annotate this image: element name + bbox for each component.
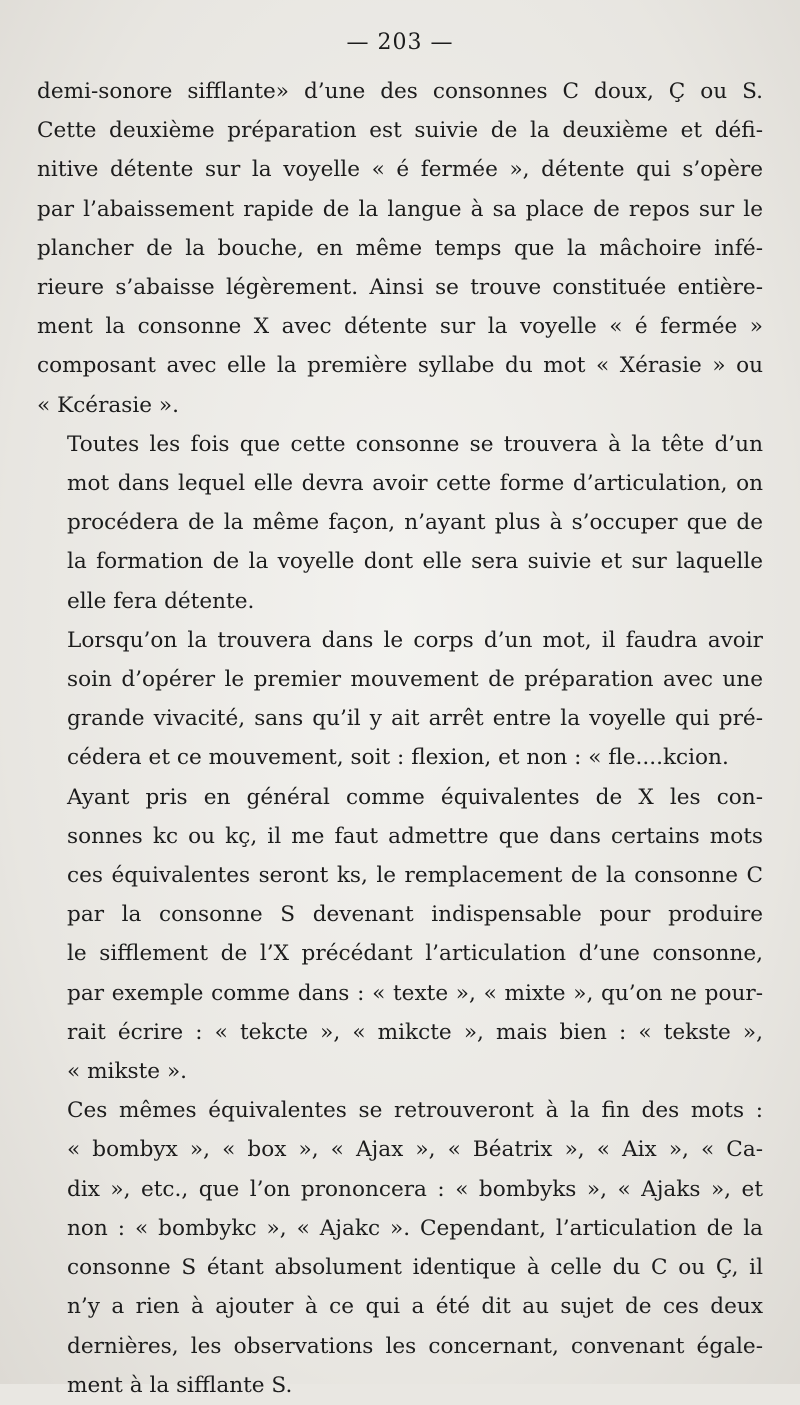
text-line: « mikste ». (67, 1059, 188, 1085)
paragraph (37, 621, 763, 778)
paragraph (37, 778, 763, 1092)
text-line: ces équivalentes seront ks, le remplacement de la consonne C (67, 863, 763, 889)
text-line: elle fera détente. (67, 588, 255, 614)
text-line: « Kcérasie ». (37, 392, 179, 418)
text-line: Lorsqu’on la trouvera dans le corps d’un mot, il faudra avoir (67, 627, 763, 653)
text-line: Ces mêmes équivalentes se retrouveront à la fin des mots : (67, 1098, 763, 1124)
text-line: rieure s’abaisse légèrement. Ainsi se trouve constituée entière- (37, 275, 763, 301)
text-line: Ayant pris en général comme équivalentes de X les con- (67, 784, 763, 810)
paragraph (37, 425, 763, 621)
text-line: plancher de la bouche, en même temps que la mâchoire infé- (37, 235, 763, 261)
text-line: consonne S étant absolument identique à celle du C ou Ç, il (67, 1255, 763, 1281)
text-line: par exemple comme dans : « texte », « mixte », qu’on ne pour- (67, 980, 763, 1006)
text-line: dix », etc., que l’on prononcera : « bombyks », « Ajaks », et (67, 1176, 763, 1202)
text-line: par l’abaissement rapide de la langue à sa place de repos sur le (37, 196, 763, 222)
text-line: non : « bombykc », « Ajakc ». Cependant, l’articulation de la (67, 1215, 763, 1241)
text-line: composant avec elle la première syllabe du mot « Xérasie » ou (37, 353, 763, 379)
text-line: grande vivacité, sans qu’il y ait arrêt entre la voyelle qui pré- (67, 706, 763, 732)
text-line: mot dans lequel elle devra avoir cette forme d’articulation, on (67, 471, 763, 497)
text-line: la formation de la voyelle dont elle sera suivie et sur laquelle (67, 549, 763, 575)
text-line: nitive détente sur la voyelle « é fermée », détente qui s’opère (37, 157, 763, 183)
text-line: sonnes kc ou kç, il me faut admettre que dans certains mots (67, 823, 763, 849)
text-line: ment la consonne X avec détente sur la voyelle « é fermée » (37, 314, 763, 340)
page-number: — 203 — (346, 30, 454, 55)
text-line: soin d’opérer le premier mouvement de préparation avec une (67, 667, 763, 693)
text-line: procédera de la même façon, n’ayant plus à s’occuper que de (67, 510, 763, 536)
text-line: demi-sonore sifflante» d’une des consonnes C doux, Ç ou S. (37, 79, 763, 104)
text-line: rait écrire : « tekcte », « mikcte », mais bien : « tekste », (67, 1019, 763, 1045)
paragraph (37, 1091, 763, 1405)
text-line: ment à la sifflante S. (67, 1372, 293, 1398)
text-line: Toutes les fois que cette consonne se trouvera à la tête d’un (67, 431, 763, 457)
paragraph (37, 72, 763, 425)
page-body (37, 72, 763, 1405)
text-line: Cette deuxième préparation est suivie de la deuxième et défi- (37, 118, 763, 144)
text-line: par la consonne S devenant indispensable pour produire (67, 902, 763, 928)
text-line: le sifflement de l’X précédant l’articulation d’une consonne, (67, 941, 763, 967)
text-line: « bombyx », « box », « Ajax », « Béatrix », « Aix », « Ca- (67, 1137, 763, 1163)
text-line: n’y a rien à ajouter à ce qui a été dit au sujet de ces deux (67, 1294, 763, 1320)
text-line: cédera et ce mouvement, soit : flexion, et non : « fle....kcion. (67, 745, 729, 771)
text-line: dernières, les observations les concernant, convenant égale- (67, 1333, 763, 1359)
